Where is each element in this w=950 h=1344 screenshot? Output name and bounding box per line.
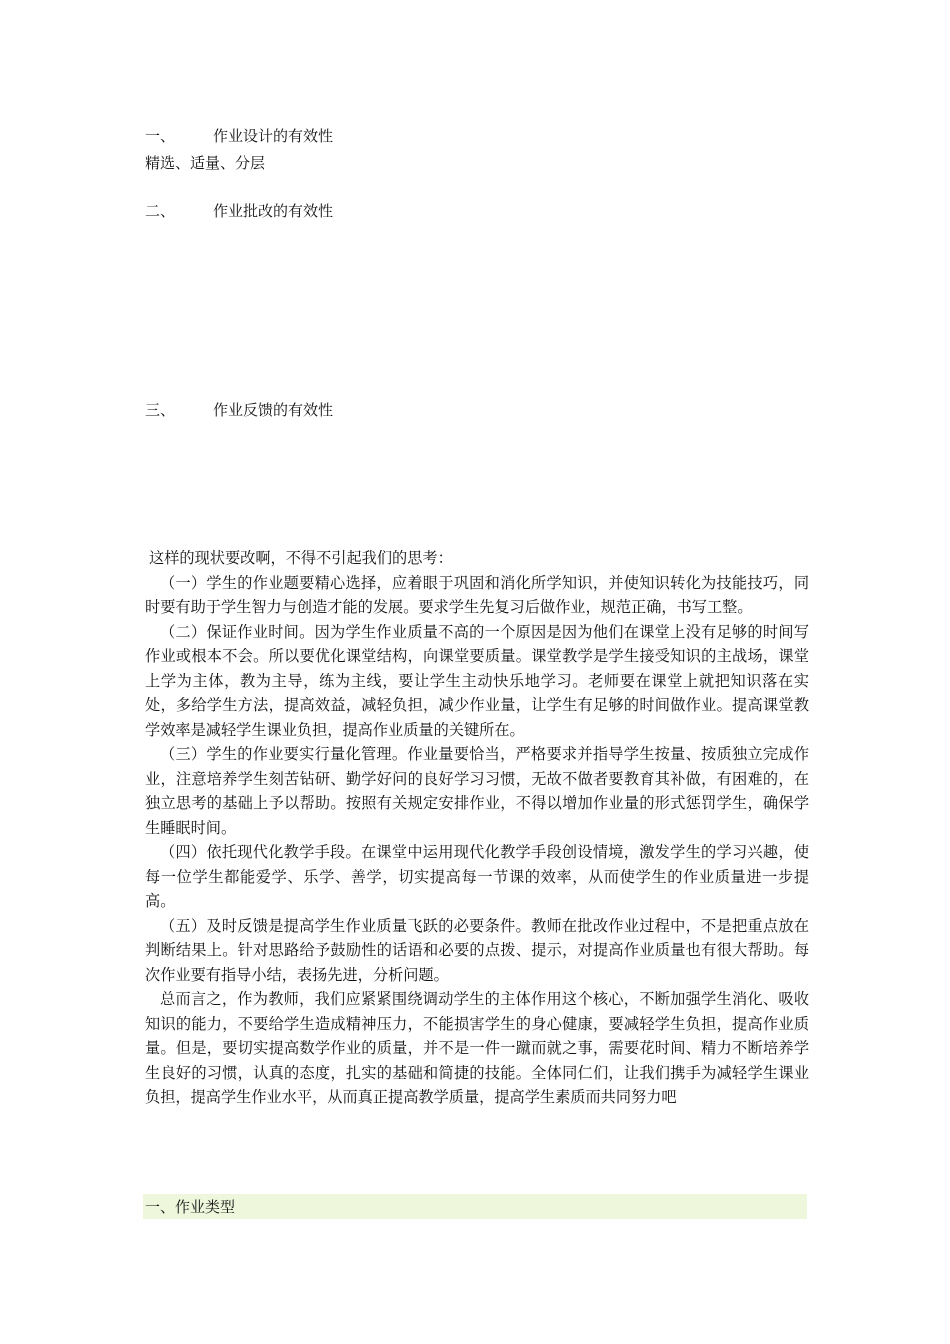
heading-2-number: 二、 [145,202,176,220]
section-heading-band [143,1194,807,1219]
heading-1-number: 一、 [145,127,176,145]
intro-line: 这样的现状要改啊，不得不引起我们的思考： [149,549,453,567]
paragraph-3: （三）学生的作业要实行量化管理。作业量要恰当，严格要求并指导学生按量、按质独立完成作业，注意培养学生刻苦钻研、勤学好问的良好学习习惯，无故不做者要教育其补做，有困难的，在独立思考的基础上予以帮助。按照有关规定安排作业，不得以增加作业量的形式惩罚学生，确保学生睡眠时间。 [145,745,809,837]
heading-2 [145,199,333,223]
heading-1 [145,124,333,148]
paragraph-2: （二）保证作业时间。因为学生作业质量不高的一个原因是因为他们在课堂上没有足够的时间写作业或根本不会。所以要优化课堂结构，向课堂要质量。课堂教学是学生接受知识的主战场，课堂上学为主体，教为主导，练为主线，要让学生主动快乐地学习。老师要在课堂上就把知识落在实处，多给学生方法，提高效益，减轻负担，减少作业量，让学生有足够的时间做作业。提高课堂教学效率是减轻学生课业负担，提高作业质量的关键所在。 [145,622,809,739]
heading-3 [145,398,333,422]
footer-heading: 一、作业类型 [145,1198,236,1216]
heading-3-number: 三、 [145,401,176,419]
heading-3-text: 作业反馈的有效性 [213,401,334,419]
body-text [145,546,809,1110]
paragraph-4: （四）依托现代化教学手段。在课堂中运用现代化教学手段创设情境，激发学生的学习兴趣，使每一位学生都能爱学、乐学、善学，切实提高每一节课的效率，从而使学生的作业质量进一步提高。 [145,843,809,910]
heading-1-text: 作业设计的有效性 [213,127,334,145]
paragraph-6: 总而言之，作为教师，我们应紧紧围绕调动学生的主体作用这个核心，不断加强学生消化、吸收知识的能力，不要给学生造成精神压力，不能损害学生的身心健康，要减轻学生负担，提高作业质量。但是，要切实提高数学作业的质量，并不是一件一蹴而就之事，需要花时间、精力不断培养学生良好的习惯，认真的态度，扎实的基础和简捷的技能。全体同仁们，让我们携手为减轻学生课业负担，提高学生作业水平，从而真正提高教学质量，提高学生素质而共同努力吧 [145,990,809,1106]
paragraph-1: （一）学生的作业题要精心选择，应着眼于巩固和消化所学知识，并使知识转化为技能技巧，同时要有助于学生智力与创造才能的发展。要求学生先复习后做作业，规范正确，书写工整。 [145,573,809,616]
heading-2-text: 作业批改的有效性 [213,202,334,220]
subline: 精选、适量、分层 [145,154,266,172]
paragraph-5: （五）及时反馈是提高学生作业质量飞跃的必要条件。教师在批改作业过程中，不是把重点放在判断结果上。针对思路给予鼓励性的话语和必要的点拨、提示，对提高作业质量也有很大帮助。每次作业要有指导小结，表扬先进，分析问题。 [145,916,809,984]
